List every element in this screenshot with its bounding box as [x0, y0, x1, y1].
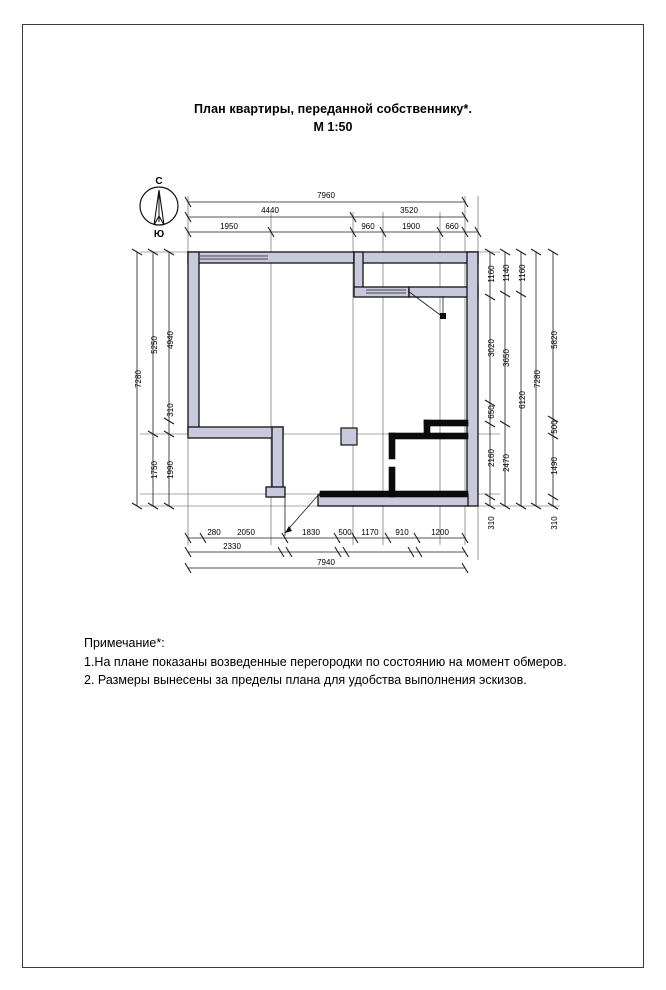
dimension-chain-top-detail: [185, 222, 481, 237]
dim-bottom-detail-4: 500: [338, 528, 352, 537]
dim-bottom-detail-6: 910: [395, 528, 409, 537]
compass-rose: [140, 176, 178, 240]
dim-top-detail-2: 960: [361, 222, 375, 231]
note-item-1: 1.На плане показаны возведенные перегородки по состоянию на момент обмеров.: [84, 655, 567, 669]
dim-right-outer-3: 1490: [550, 457, 559, 475]
dim-bottom-detail-3: 1830: [302, 528, 320, 537]
dim-top-detail-3: 1900: [402, 222, 420, 231]
page-scale: М 1:50: [313, 120, 353, 134]
dim-bottom-detail-1: 280: [207, 528, 221, 537]
dimension-chain-top-major: [185, 206, 468, 222]
dim-right-bottom-1: 310: [487, 516, 496, 530]
dim-left-major-1: 5250: [150, 336, 159, 354]
dim-left-detail-2: 310: [166, 403, 175, 417]
note-item-2: 2. Размеры вынесены за пределы плана для удобства выполнения эскизов.: [84, 673, 527, 687]
dim-right-top-1: 1160: [487, 265, 496, 283]
dim-left-detail-3: 1990: [166, 461, 175, 479]
dim-right-mid-2: 3650: [502, 349, 511, 367]
dimension-chain-left-major: [148, 249, 159, 509]
notes-block: [84, 636, 584, 691]
dim-right-long-1: 6120: [518, 391, 527, 409]
dim-left-detail-1: 4940: [166, 331, 175, 349]
dimension-chain-right-fourth: [531, 249, 542, 509]
dimension-chain-right-third: [516, 249, 527, 509]
dim-bottom-detail-2: 2050: [237, 528, 255, 537]
dimension-chain-right-second: [500, 249, 511, 509]
dimension-chain-left-overall: [132, 249, 143, 509]
dim-top-detail-1: 1950: [220, 222, 238, 231]
dim-bottom-detail-5: 1170: [361, 528, 379, 537]
dimension-chain-right-inner: [485, 249, 496, 530]
compass-north-label: С: [155, 176, 163, 187]
dim-top-major-1: 4440: [261, 206, 279, 215]
dim-right-bottom-2: 310: [550, 516, 559, 530]
dim-top-major-2: 3520: [400, 206, 418, 215]
dimension-chain-left-detail: [164, 249, 175, 509]
dim-top-detail-4: 660: [445, 222, 459, 231]
dim-bottom-major-1: 2330: [223, 542, 241, 551]
dim-top-overall: 7960: [317, 191, 335, 200]
dimension-chain-top-overall: [185, 191, 468, 207]
dim-right-top-2: 1140: [502, 264, 511, 282]
dim-right-top-3: 1160: [518, 264, 527, 282]
page-title: План квартиры, переданной собственнику*.: [193, 102, 473, 116]
compass-south-label: Ю: [153, 229, 165, 240]
dim-left-overall: 7280: [134, 370, 143, 388]
dim-left-major-2: 1750: [150, 461, 159, 479]
interior-partitions: [320, 420, 468, 497]
dim-right-lower-2: 2470: [502, 454, 511, 472]
dim-bottom-overall: 7940: [317, 558, 335, 567]
notes-heading: Примечание*:: [84, 636, 165, 650]
dim-right-outer-1: 5820: [550, 331, 559, 349]
dimension-chain-bottom-overall: [185, 558, 468, 573]
dim-right-lower-1: 2160: [487, 449, 496, 467]
dim-right-outer-2: 500: [550, 420, 559, 434]
dimension-chain-bottom-major: [185, 542, 468, 557]
dimension-chain-bottom-detail: [185, 528, 468, 543]
dimension-chain-right-outer: [548, 249, 559, 530]
dim-right-mid-1: 3020: [487, 339, 496, 357]
dim-right-small-1: 650: [487, 405, 496, 419]
dim-right-long-2: 7280: [533, 370, 542, 388]
dim-bottom-detail-7: 1200: [431, 528, 449, 537]
exterior-walls: [188, 252, 478, 506]
